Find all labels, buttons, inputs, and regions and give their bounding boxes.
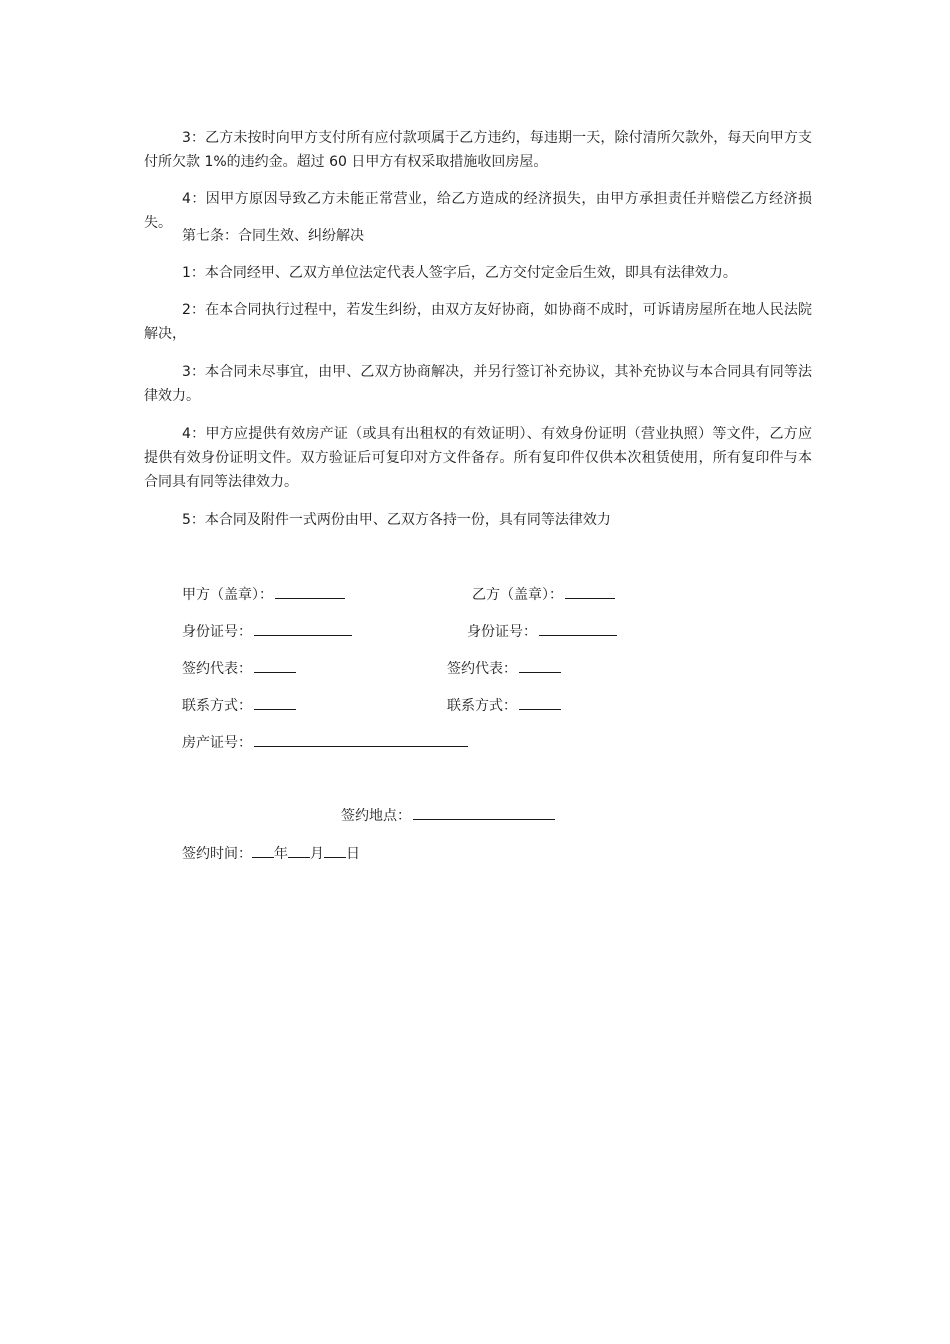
- contact-b-blank: [519, 695, 561, 710]
- id-number-a-field: [182, 621, 352, 642]
- rep-b-blank: [519, 658, 561, 673]
- clause-paragraph: 3：本合同未尽事宜，由甲、乙双方协商解决，并另行签订补充协议，其补充协议与本合同具有同等法律效力。: [144, 364, 812, 404]
- clause-paragraph: 4：甲方应提供有效房产证（或具有出租权的有效证明）、有效身份证明（营业执照）等文件，乙方应提供有效身份证明文件。双方验证后可复印对方文件备存。所有复印件仅供本次租赁使用，所有复印件与本合同具有同等法律效力。: [144, 426, 812, 490]
- contact-a-blank: [254, 695, 296, 710]
- year-blank: [252, 843, 274, 858]
- day-label: 日: [346, 846, 360, 862]
- signing-time-field: [182, 843, 360, 864]
- clause-paragraph: 1：本合同经甲、乙双方单位法定代表人签字后，乙方交付定金后生效，即具有法律效力。: [182, 265, 737, 281]
- party-a-seal-field: [182, 584, 345, 605]
- property-cert-label: 房产证号：: [182, 735, 252, 751]
- party-b-seal-label: 乙方（盖章）：: [472, 587, 563, 603]
- year-label: 年: [274, 846, 288, 862]
- rep-a-label: 签约代表：: [182, 661, 252, 677]
- rep-a-blank: [254, 658, 296, 673]
- day-blank: [324, 843, 346, 858]
- contact-a-label: 联系方式：: [182, 698, 252, 714]
- rep-a-field: [182, 658, 296, 679]
- signing-place-blank: [413, 805, 555, 820]
- month-label: 月: [310, 846, 324, 862]
- property-cert-field: [182, 732, 468, 753]
- id-number-b-field: [467, 621, 617, 642]
- signing-time-label: 签约时间：: [182, 846, 252, 862]
- signing-place-field: [341, 805, 555, 826]
- contact-a-field: [182, 695, 296, 716]
- id-number-a-label: 身份证号：: [182, 624, 252, 640]
- clause-paragraph: 2：在本合同执行过程中，若发生纠纷，由双方友好协商，如协商不成时，可诉请房屋所在地人民法院解决，: [144, 302, 812, 342]
- clause-paragraph: 5：本合同及附件一式两份由甲、乙双方各持一份，具有同等法律效力: [182, 512, 611, 528]
- party-a-seal-blank: [275, 584, 345, 599]
- clause-paragraph: 3：乙方未按时向甲方支付所有应付款项属于乙方违约，每违期一天，除付清所欠款外，每天向甲方支付所欠款 1%的违约金。超过 60 日甲方有权采取措施收回房屋。: [144, 130, 812, 170]
- id-number-b-label: 身份证号：: [467, 624, 537, 640]
- party-b-seal-field: [472, 584, 615, 605]
- month-blank: [288, 843, 310, 858]
- property-cert-blank: [254, 732, 468, 747]
- clause-paragraph: 4：因甲方原因导致乙方未能正常营业，给乙方造成的经济损失，由甲方承担责任并赔偿乙方经济损失。: [144, 191, 812, 231]
- id-number-b-blank: [539, 621, 617, 636]
- id-number-a-blank: [254, 621, 352, 636]
- contact-b-field: [447, 695, 561, 716]
- contact-b-label: 联系方式：: [447, 698, 517, 714]
- section-heading: 第七条：合同生效、纠纷解决: [182, 228, 364, 244]
- party-a-seal-label: 甲方（盖章）：: [182, 587, 273, 603]
- signing-place-label: 签约地点：: [341, 808, 411, 824]
- party-b-seal-blank: [565, 584, 615, 599]
- rep-b-label: 签约代表：: [447, 661, 517, 677]
- rep-b-field: [447, 658, 561, 679]
